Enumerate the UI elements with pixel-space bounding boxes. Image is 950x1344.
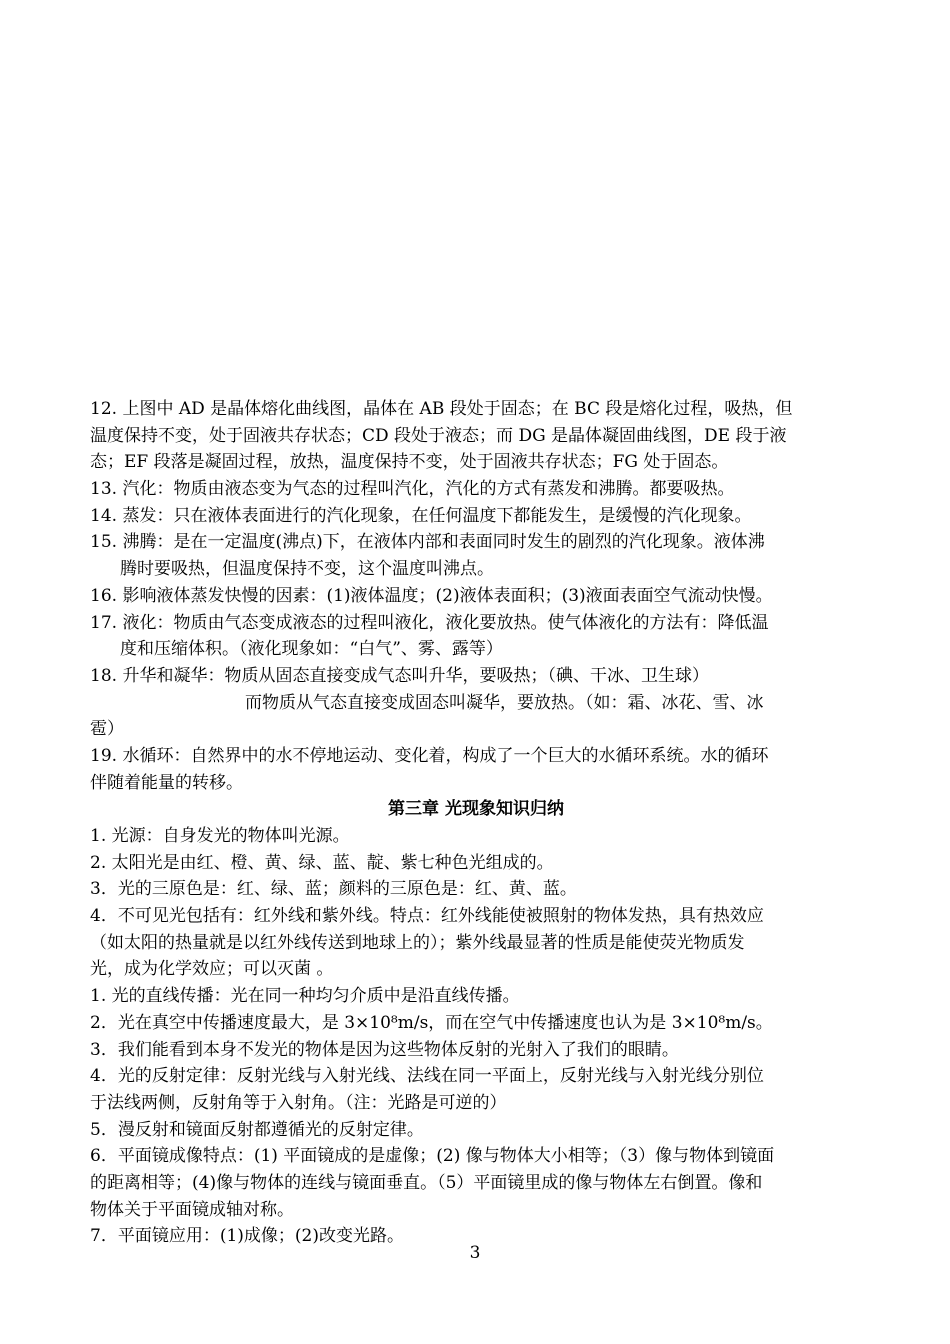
- light-item-a1: 1. 光源：自身发光的物体叫光源。: [90, 826, 350, 846]
- item-19-line-1: 19. 水循环：自然界中的水不停地运动、变化着，构成了一个巨大的水循环系统。水的循环: [90, 745, 769, 766]
- page-number: 3: [469, 1243, 481, 1263]
- light-item-b3: 3．我们能看到本身不发光的物体是因为这些物体反射的光射入了我们的眼睛。: [90, 1039, 679, 1060]
- chapter-three-title: 第三章 光现象知识归纳: [388, 799, 564, 820]
- light-item-a2: 2. 太阳光是由红、橙、黄、绿、蓝、靛、紫七种色光组成的。: [90, 852, 554, 873]
- item-13: 13. 汽化：物质由液态变为气态的过程叫汽化，汽化的方式有蒸发和沸腾。都要吸热。: [90, 479, 735, 500]
- light-item-b2: 2．光在真空中传播速度最大，是 3×10⁸m/s，而在空气中传播速度也认为是 3×10⁸m/s。: [90, 1012, 773, 1033]
- item-16: 16. 影响液体蒸发快慢的因素：(1)液体温度；(2)液体表面积；(3)液面表面空气流动快慢。: [90, 585, 773, 606]
- item-14: 14. 蒸发：只在液体表面进行的汽化现象，在任何温度下都能发生，是缓慢的汽化现象。: [90, 505, 752, 526]
- light-item-b1: 1. 光的直线传播：光在同一种均匀介质中是沿直线传播。: [90, 986, 520, 1007]
- light-item-b7: 7．平面镜应用：(1)成像；(2)改变光路。: [90, 1226, 404, 1247]
- light-item-a4-line-3: 光，成为化学效应；可以灭菌 。: [90, 959, 334, 980]
- item-15-line-1: 15. 沸腾：是在一定温度(沸点)下，在液体内部和表面同时发生的剧烈的汽化现象。液体沸: [90, 532, 765, 553]
- light-item-b4-line-1: 4．光的反射定律：反射光线与入射光线、法线在同一平面上，反射光线与入射光线分别位: [90, 1066, 764, 1087]
- item-12-line-2: 温度保持不变，处于固液共存状态；CD 段处于液态；而 DG 是晶体凝固曲线图，DE 段于液: [90, 425, 787, 446]
- light-item-b6-line-2: 的距离相等；(4)像与物体的连线与镜面垂直。（5）平面镜里成的像与物体左右倒置。像和: [90, 1172, 763, 1193]
- item-17-line-2: 度和压缩体积。（液化现象如：“白气”、雾、露等）: [120, 639, 503, 660]
- light-item-a3: 3．光的三原色是：红、绿、蓝；颜料的三原色是：红、黄、蓝。: [90, 879, 577, 900]
- item-15-line-2: 腾时要吸热，但温度保持不变，这个温度叫沸点。: [120, 559, 494, 580]
- light-item-b6-line-3: 物体关于平面镜成轴对称。: [90, 1199, 294, 1220]
- document-body: [90, 396, 862, 1250]
- light-item-b6-line-1: 6．平面镜成像特点：(1) 平面镜成的是虚像；(2) 像与物体大小相等；（3）像与物体到镜面: [90, 1146, 775, 1167]
- light-item-b5: 5．漫反射和镜面反射都遵循光的反射定律。: [90, 1119, 424, 1140]
- light-item-b4-line-2: 于法线两侧，反射角等于入射角。（注：光路是可逆的）: [90, 1092, 507, 1113]
- item-12-line-1: 12. 上图中 AD 是晶体熔化曲线图，晶体在 AB 段处于固态；在 BC 段是熔化过程，吸热，但: [90, 399, 793, 419]
- item-17-line-1: 17. 液化：物质由气态变成液态的过程叫液化，液化要放热。使气体液化的方法有：降低温: [90, 612, 769, 633]
- item-19-line-2: 伴随着能量的转移。: [90, 772, 243, 793]
- item-12-line-3: 态；EF 段落是凝固过程，放热，温度保持不变，处于固液共存状态；FG 处于固态。: [90, 452, 729, 473]
- blank-page-top: [0, 0, 950, 395]
- item-18-line-1: 18. 升华和凝华：物质从固态直接变成气态叫升华，要吸热；（碘、干冰、卫生球）: [90, 665, 709, 686]
- light-item-a4-line-2: （如太阳的热量就是以红外线传送到地球上的）；紫外线最显著的性质是能使荧光物质发: [90, 932, 745, 953]
- item-18-line-2: 而物质从气态直接变成固态叫凝华，要放热。（如：霜、冰花、雪、冰: [245, 692, 764, 713]
- light-item-a4-line-1: 4．不可见光包括有：红外线和紫外线。特点：红外线能使被照射的物体发热，具有热效应: [90, 906, 764, 927]
- item-18-line-3: 雹）: [90, 719, 124, 740]
